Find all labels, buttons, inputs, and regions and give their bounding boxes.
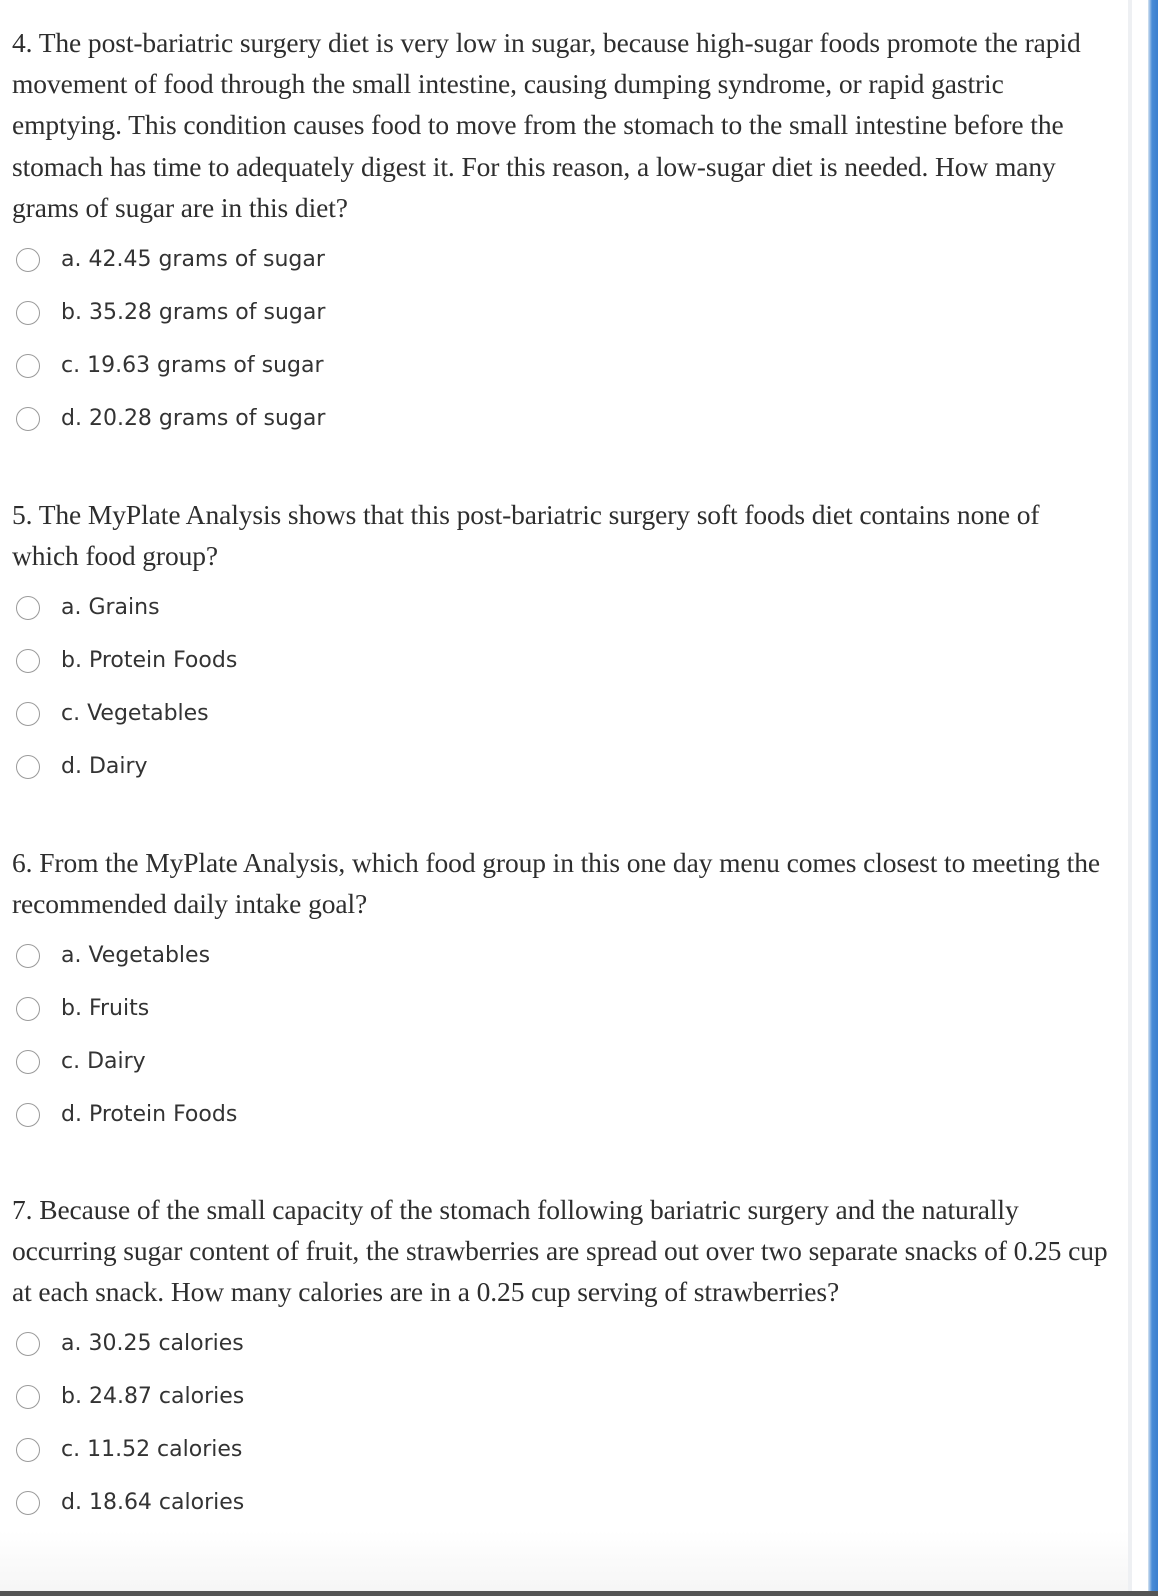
question-7: [12, 1189, 1112, 1530]
question-5: [12, 494, 1112, 793]
option-label[interactable]: d. Protein Foods: [61, 1101, 238, 1127]
question-4: [12, 22, 1112, 445]
option-label[interactable]: a. Vegetables: [61, 942, 211, 968]
option-label[interactable]: b. 24.87 calories: [61, 1384, 245, 1410]
question-4-text: 4. The post-bariatric surgery diet is very low in sugar, because high-sugar foods promote the rapid movement of food through the small intestine, causing dumping syndrome, or rapid gastric emptying. This condition causes food to move from the stomach to the small intestine before the stomach has time to adequately digest it. For this reason, a low-sugar diet is needed. How many grams of sugar are in this diet?: [12, 27, 1081, 223]
radio-button[interactable]: [16, 1103, 40, 1127]
radio-button[interactable]: [16, 248, 40, 272]
option-7b[interactable]: [16, 1371, 1112, 1424]
option-6c[interactable]: [16, 1035, 1112, 1088]
option-4a[interactable]: [16, 233, 1112, 286]
option-5c[interactable]: [16, 687, 1112, 740]
radio-button[interactable]: [16, 407, 40, 431]
option-6b[interactable]: [16, 982, 1112, 1035]
question-5-text: 5. The MyPlate Analysis shows that this post-bariatric surgery soft foods diet contains none of which food group?: [12, 499, 1040, 572]
radio-button[interactable]: [16, 1438, 40, 1462]
option-label[interactable]: b. Protein Foods: [61, 647, 238, 673]
option-label[interactable]: c. 11.52 calories: [61, 1437, 243, 1463]
option-4b[interactable]: [16, 286, 1112, 339]
option-label[interactable]: c. 19.63 grams of sugar: [61, 352, 324, 378]
option-label[interactable]: d. 18.64 calories: [61, 1490, 245, 1516]
option-label[interactable]: b. Fruits: [61, 995, 150, 1021]
radio-button[interactable]: [16, 944, 40, 968]
question-7-options: [12, 1318, 1112, 1530]
option-label[interactable]: a. Grains: [61, 594, 160, 620]
option-label[interactable]: c. Dairy: [61, 1048, 146, 1074]
radio-button[interactable]: [16, 702, 40, 726]
radio-button[interactable]: [16, 354, 40, 378]
option-label[interactable]: c. Vegetables: [61, 700, 209, 726]
option-6d[interactable]: [16, 1088, 1112, 1141]
radio-button[interactable]: [16, 301, 40, 325]
option-label[interactable]: d. 20.28 grams of sugar: [61, 405, 326, 431]
option-7c[interactable]: [16, 1424, 1112, 1477]
radio-button[interactable]: [16, 997, 40, 1021]
question-6: [12, 842, 1112, 1141]
option-label[interactable]: b. 35.28 grams of sugar: [61, 299, 326, 325]
radio-button[interactable]: [16, 1491, 40, 1515]
radio-button[interactable]: [16, 755, 40, 779]
question-5-options: [12, 581, 1112, 793]
right-scroll-rail[interactable]: [1128, 0, 1158, 1596]
radio-button[interactable]: [16, 1332, 40, 1356]
option-7d[interactable]: [16, 1477, 1112, 1530]
option-4c[interactable]: [16, 339, 1112, 392]
radio-button[interactable]: [16, 1385, 40, 1409]
radio-button[interactable]: [16, 1050, 40, 1074]
option-label[interactable]: a. 30.25 calories: [61, 1331, 244, 1357]
question-6-options: [12, 929, 1112, 1141]
bottom-border: [0, 1591, 1158, 1596]
option-6a[interactable]: [16, 929, 1112, 982]
bottom-fade: [0, 1531, 1128, 1591]
option-5d[interactable]: [16, 740, 1112, 793]
option-7a[interactable]: [16, 1318, 1112, 1371]
option-4d[interactable]: [16, 392, 1112, 445]
radio-button[interactable]: [16, 649, 40, 673]
question-4-options: [12, 233, 1112, 445]
option-5b[interactable]: [16, 634, 1112, 687]
question-7-text: 7. Because of the small capacity of the stomach following bariatric surgery and the naturally occurring sugar content of fruit, the strawberries are spread out over two separate snacks of 0.25 cup at each snack. How many calories are in a 0.25 cup serving of strawberries?: [12, 1194, 1108, 1308]
option-label[interactable]: d. Dairy: [61, 753, 148, 779]
question-6-text: 6. From the MyPlate Analysis, which food group in this one day menu comes closest to meeting the recommended daily intake goal?: [12, 847, 1100, 920]
radio-button[interactable]: [16, 596, 40, 620]
option-5a[interactable]: [16, 581, 1112, 634]
option-label[interactable]: a. 42.45 grams of sugar: [61, 246, 325, 272]
